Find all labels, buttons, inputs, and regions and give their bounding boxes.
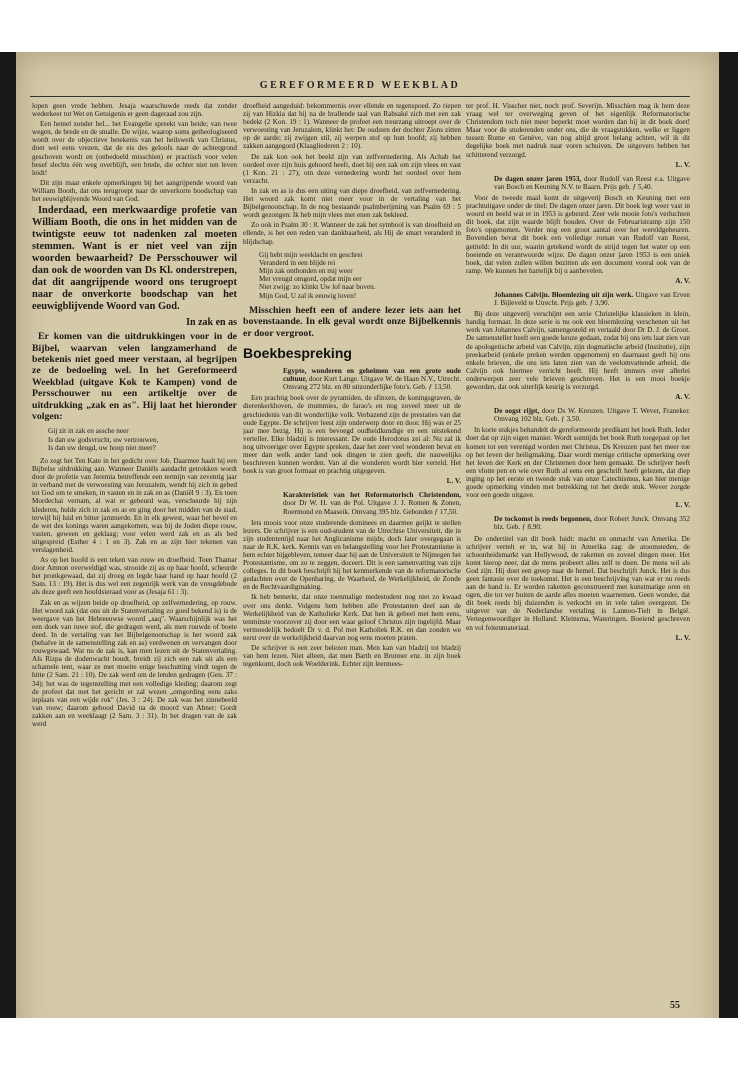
book-title: De tockomst is reeds begonnen, (494, 515, 592, 524)
review-paragraph: Ik heb bemerkt, dat onze toenmalige medestudent nog niet zo kwaad over ons denkt. Volgens hem hebben alle Protestanten deel aan de Werkelijkheid van de Katholieke Kerk. Dat hen ik gebeel met hem eens, tenminste voorzover zij door een waar geloof Christus zijn ingelijfd. Maar vermoedelijk bedoelt Dr v. d. Pol met Katholiek R.K. en dan zouden we eerst over de werkelijkheid daarvan nog eens moeten praten. (243, 593, 461, 642)
poem-quote (48, 427, 237, 452)
page-header: GEREFORMEERD WEEKBLAD (259, 80, 461, 91)
scan-bottom-margin (0, 1018, 738, 1068)
book-meta: Uitgave van Erven J. Bijleveld te Utrecht. Prijs geb. ƒ 3,90. (494, 290, 690, 308)
review-paragraph: Een prachtig boek over de pyramiden, de sfinxen, de koningsgraven, de dierenkerkhoven, de mummies, de farao's en nog zoveel meer uit de geschiedenis van dit wonderlijke volk. Verbazend zijn de prestaties van dat oude Egypte. De schrijver leest zijn onderwerp door en door. Hij was er 25 jaar mee bezig. Hij is een bevoegd oudheidkundige en een uitstekend verteller. Elke bladzij is interessant. De oude Herodotus zei al: Nu zal ik nog uitvoeriger over Egypte spreken, daar het zeer veel wonderen bevat en meer dan welk ander land ook dingen te zien geeft, die nauwelijks beschreven kunnen worden. Van al die wonderen wordt hier verteld. Het boek is van groot formaat en prachtig uitgegeven. (243, 394, 461, 476)
paragraph: Een hemel zonder hel... het Evangelie spreekt van beide; van twee wegen, de brede en de smalle. De wijze, waarop soms getheologiseerd wordt over de objectieve betekenis van het heilswerk van Christus, doet wel eens vrezen, dat de eis des geloofs naar de achtergrond geschoven wordt en (onbedoeld misschien) er practisch voor velen besef slechts één weg overblijft, een brede, die echter niet ten leven leidt! (32, 120, 237, 177)
header-rule (30, 96, 690, 97)
poem-line: Is dan uw deugd, uw hoop niet meer? (48, 443, 156, 452)
book-entry-calvijn (466, 291, 690, 307)
review-paragraph: Iets moois voor onze studerende dominees en daarmee geijkt te stellen lezers. De schrijver is een oud-student van de Utrechtse Universiteit, die in zijn studententijd naar het Anglicanisme mijde, doch later overgegaan is naar de R.K. kerk. Kennis van en belangstelling voor het Protestantisme is hem echter bijgebleven, temeer daar hij aan de Universiteit te Nijmegen het Protestantisme, om zo te zeggen, doceert. Dit is een samenvatting van zijn colleges. In dit boek beschrijft hij het kenmerkende van de reformatorische gedachten over de Openbaring, de Waarheid, de Werkelijkheid, de Zonde en de Rechtvaardigmaking. (243, 518, 461, 592)
page-number: 55 (670, 1000, 680, 1011)
paragraph: Dit zijn maar enkele opmerkingen bij het aangrijpende woord van William Booth, dat ons terugroept naar de onverkorte boodschap van het eeuwigblijvende Woord van God. (32, 178, 237, 204)
paragraph: Zo zegt het Ten Kate in het gedicht over Job. Daarmee haalt hij een Bijbelse uitdrukking aan. Wanneer Daniëls aandacht getrokken wordt door de profetie van Jeremia betreffende een termijn van zeventig jaar in verband met de verwoesting van Jeruzalem, wendt hij zich in gebed tot God om te smeken, in vasten en in zak en as (Daniël 9 : 3). En toen Mordechai vernam, al wat er gebeurd was, verscheurde hij zijn klederen, hulde zich in zak en as en ging door het midden van de stad, terwijl hij luid en bitter jammerde. En in elk gewest, waar het bevel en de wet des konings waren aangekomen, was bij de Joden diepe rouw, vasten, geween en geklaag; voor velen werd zak en as als bed uitgespreid (Esther 4 : 1 en 3). Zak en as zijn hier tekenen van verslagenheid. (32, 456, 237, 555)
poem-line: Is dan uw godsvrucht, uw vertrouwen, (48, 435, 159, 444)
review-signature: L. V. (675, 160, 690, 169)
book-title: De oogst rijpt, (494, 407, 540, 416)
book-title: Karakteristiek van het Reformatorisch Christendom, (283, 491, 461, 500)
commentary-paragraph: Inderdaad, een merkwaardige profetie van William Booth, die ons in het midden van de twintigste eeuw tot nadenken zal moeten stemmen. Want is er niet veel van zijn woorden bewaarheid? De Persschouwer wil dan ook de woorden van Ds Kl. onderstrepen, dat dit aangrijpende woord ons terugroept naar de onverkorte boodschap van het eeuwigblijvende Woord van God. (32, 205, 237, 313)
review-signature: L. V. (675, 633, 690, 642)
book-meta: door Rudolf van Reest e.a. Uitgave van Bosch en Keuning N.V. te Baarn. Prijs geb. ƒ 5,40. (494, 174, 690, 191)
book-entry-dagen-onzer-jaren (466, 175, 690, 191)
book-entry-egypte (243, 367, 461, 391)
book-title: De dagen onzer jaren 1953, (494, 174, 582, 183)
review-signature: A. V. (675, 393, 690, 402)
review-paragraph: In korte stukjes behandelt de gereformeerde predikant het boek Ruth. Ieder doet dat op zijn eigen manier. Wordt somtijds het boek Ruth toegepast op het komen tot een verenigd worden met Christus, Ds Kreuzen past het meer toe op het leven der heiligmaking. Daar wordt menige critische opmerking over het leven der Kerk en der Christenen door hem gemaakt. De schrijver heeft een vlotte pen en wie over Ruth al eens een geschrift heeft gelezen, dat diep inging op het eerste en tweede stuk van onze Catechismus, kan hier menige goede opmerking vinden met betrekking tot het derde stuk. Wever zorgde voor een goede uitgave. (466, 426, 690, 500)
book-entry-oogst-rijpt (466, 407, 690, 423)
book-title: Egypte, wonderen en geheimen van een grote oude cultuur, (283, 367, 461, 384)
book-entry-karakteristiek (243, 491, 461, 515)
paragraph: droefheid aangeduid: bekommernis over ellende en tegenspoed. Zo riepen zij van Hizkia dat hij na de brallende taal van Rabsaké zich met een zak bedekt (2 Kon. 19 : 1). Wanneer de profeet een treurzang uitroept over de verwoesting van Jeruzalem, klinkt het: De oudsten der dochter Zions zitten op de aarde; zij zwijgen stil, zij werpen stof op hun hoofd; zij hebben zakken aangegord (Klaagliederen 2 : 10). (243, 102, 461, 151)
paragraph: Zo ook in Psalm 30 : 8. Wanneer de zak het symbool is van droefheid en ellende, is het een reden van dankbaarheid, als Hij de smart veranderd in blijdschap. (243, 221, 461, 246)
poem-line: Mijn zak ontbonden en mij weer (259, 267, 353, 275)
review-paragraph: Voor de tweede maal komt de uitgeverij Bosch en Keuning met een prachtuitgave onder de titel: De dagen onzer jaren. Dit boek legt weer vast in woord en beeld wat er in 1953 is gebeurd. Zeer vele mooie foto's verluchten dit boek, dat zijn waarde blijft houden. Over de Februaristramp zijn 150 foto's opgenomen. Verder nog een groot aantal over het wereldgebeuren. Bovendien bevat dit boek een volledige roman van Rudolf van Reest, getiteld: In dit uur, waarin getekend wordt de strijd tegen het water op een boeiende en verantwoorde wijze. De dagen onzer jaren 1953 is een uniek boek, dat velen zullen willen bezitten als een document vooral ook van de ramp. We kunnen het hartelijk bij u aanbevelen. (466, 193, 690, 275)
review-paragraph: ter prof. H. Visscher niet, noch prof. Severijn. Misschien mag ik hem deze vraag wel ter overweging geven of het eigenlijk Reformatorische Christendom toch niet meer beperkt moet worden dan hij in dit boek doet! Maar voor de studerenden onder ons, die de vraagstukken, welke er liggen tussen Rome en Genève, van nog altijd groot belang achten, wil ik dit degelijke boek met nadruk naar voren schuiven. De uitgevers hebben het schitterend verzorgd. (466, 102, 690, 159)
poem-line: Gij hebt mijn weeklacht en geschrei (259, 250, 363, 259)
poem-line: Veranderd in een blijde rei (259, 258, 336, 267)
paragraph: In zak en as is dus een uiting van diepe droefheid, van zelfvernedering. Het woord zak komt niet meer voor in de vertaling van het Bijbelgenootschap. In de nog bestaande psalmberijming van Psalm 69 : 5 wordt gezongen: Ik heb mijn vlees met enen zak bekleed. (243, 186, 461, 220)
review-paragraph: De schrijver is een zeer belezen man. Men kan van bladzij tot bladzij van hem lezen. Niet alleen, dat men Barth en Brunner enz. in zijn boek tegenkomt, doch ook Woelderink. Echter zijn leermees- (243, 644, 461, 669)
paragraph: De zak kon ook het beeld zijn van zelfvernedering. Als Achab het oordeel over zijn huis gehoord heeft, doet hij een zak om zijn vlees en vast (1 Kon. 21 : 27); om deze vernedering wordt het oordeel over hem verzacht. (243, 152, 461, 185)
paragraph: Zak en as wijzen beide op droefheid, op zelfvernedering, op rouw. Het woord zak (dat ons uit de Statenvertaling zo goed bekend is) is de weergave van het Hebreeuwse woord „saq". Waarschijnlijk was het een doek van ruwe stof, die gedragen werd, als men rouwde of boete deed. In de vertaling van het Bijbelgenootschap is het woord zak (behalve in de samenstelling zak en as) verdwenen en vervangen door rouwgewaad. Wat nu de zak is, kan men lezen uit de Statenvertaling. Als Rizpa de dodenwacht houdt, breidt zij zich een zak uit als een schamele tent, waar ze met moeite enige beschutting vindt tegen de hitte (2 Sam. 21 : 10). De zak werd om de lenden gedragen (Gen. 37 : 34); het was de tegenstelling met een volledige kleding; daarom zegt de profeet dat met het gericht er zal wezen „omgording eens zaks inplaats van een wijde rok" (Jes. 3 : 24). De zak was het zinnebeeld van rouw; daarom gebood David na de moord van Abner: Gordt zakken aan en weeklaagt (2 Sam. 3 : 31). In het dragen van de zak werd (32, 598, 237, 728)
scan-top-margin (0, 0, 738, 42)
poem-line: Niet zwijg: zo klinkt Uw lof naar boven. (259, 283, 376, 292)
paragraph: As op het hoofd is een teken van rouw en droefheid. Toen Thamar door Amnon overweldigd was, strooide zij as op haar hoofd, scheurde het pronkgewaad, dat zij droeg en legde haar hand op haar hoofd (2 Sam. 13 : 19). Het is dus wel een zegenrijk werk van de vreugdebode als deze geeft een hoofdsieraad voor as (Jesaja 61 : 3). (32, 556, 237, 597)
book-title: Johannes Calvijn. Bloemlezing uit zijn werk. (494, 290, 634, 299)
review-paragraph: Bij deze uitgeverij verschijnt een serie Christelijke klassieken in klein, handig formaat. In deze serie is nu ook een bloemlezing verschenen uit het werk van Johannes Calvijn, samengesteld en vertaald door Dr D. J. de Groot. De samensteller heeft een goede keuze gedaan, zodat bij ons iets laat zien van de apologetische arbeid van Calvijn, zijn dogmatische arbeid (Institutie), zijn preekarbeid (enkele preken werden opgenomen) en daarnaast geeft hij ons enkele brieven, die ons iets laten zien van de veelomvattende arbeid, die Calvijn ook hiermee verricht heeft. Hij heeft immers over allerlei onderwerpen zeer vele brieven geschreven. Het is een mooi boekje geworden, dat ook uiterlijk keurig is verzorgd. (466, 310, 690, 391)
section-title-boekbespreking: Boekbespreking (243, 345, 352, 362)
intro-paragraph: Er komen van die uitdrukkingen voor in de Bijbel, waarvan velen langzamerhand de betekenis niet goed meer verstaan, al begrijpen ze de bedoeling wel. In het Gereformeerd Weekblad (uitgave Kok te Kampen) vond de Persschouwer nu een artikeltje over de uitdrukking „zak en as". Hij laat het hieronder volgen: (32, 331, 237, 422)
poem-line: Met vreugd omgord, opdat mijn eer (259, 275, 362, 284)
book-meta: door Dr W. H. van de Pol. Uitgave J. J. Romen & Zonen, Roermond en Maaseik. Omvang 395 blz. Gebonden ƒ 17,50. (283, 499, 461, 516)
poem-line: Gij zit in zak en assche neer (48, 427, 129, 436)
review-signature: L. V. (446, 477, 461, 486)
review-signature: L. V. (675, 501, 690, 510)
column-2 (243, 102, 461, 1005)
column-1 (32, 102, 237, 1005)
column-3 (466, 102, 690, 1005)
review-signature: A. V. (675, 276, 690, 285)
book-entry-toekomst (466, 515, 690, 531)
book-meta: door Robert Junck. Omvang 352 blz. Geb. ƒ 8,90. (494, 515, 690, 532)
subheading-zak-en-as: In zak en as (186, 317, 237, 329)
paragraph: lopen geen vrede hebben. Jesaja waarschuwde reeds dat zonder wederkeer tot Wet en Getuigenis er geen dageraad zou zijn. (32, 102, 237, 119)
book-meta: door Kurt Lange. Uitgave W. de Haan N.V., Utrecht. Omvang 272 blz. en 80 uitzonderlijke foto's. Geb. ƒ 13,50. (283, 375, 461, 392)
poem-quote (259, 251, 461, 300)
review-paragraph: De ondertitel van dit boek luidt: macht en onmacht van Amerika. De schrijver vertelt er in, wat hij in Amerika zag: de atoomsteden, de schoonheidsmarkt van Hollywood, de raketten en zoveel dingen meer. Het komt hierop neer, dat de mens probeert alles zelf te doen. De mens wil als God zijn. Hij doet een greep naar de hemel. Dat beschrijft Junck. Het is dus geen fantasie over de toekomst. Het is een beschrijving van wat er nu reeds aan de hand is. Er worden raketten geconstrueerd met kunstmatige oren en ogen, die tot ver buiten de aarde alles moeten waarnemen. Geen wonder, dat dit boek reeds bij duizenden is verkocht en in vele talen overgezet. De uitgever van de Nederlandse vertaling is Lannoo-Tielt in België. Vertegenwoordiger in Holland. Kleinsma, Wateringen. Boeiend geschreven en vol feitenmateriaal. (466, 534, 690, 632)
scan-right-edge (718, 52, 738, 1044)
poem-line: Mijn God, U zal ik eeuwig loven! (259, 291, 357, 300)
book-meta: door Ds W. Kreuzen. Uitgave T. Wever, Franeker. Omvang 102 blz. Geb. ƒ 3,50. (494, 407, 690, 424)
closing-paragraph: Misschien heeft een of andere lezer iets aan het bovenstaande. In elk geval wordt onze Bijbelkennis er door vergroot. (243, 304, 461, 339)
